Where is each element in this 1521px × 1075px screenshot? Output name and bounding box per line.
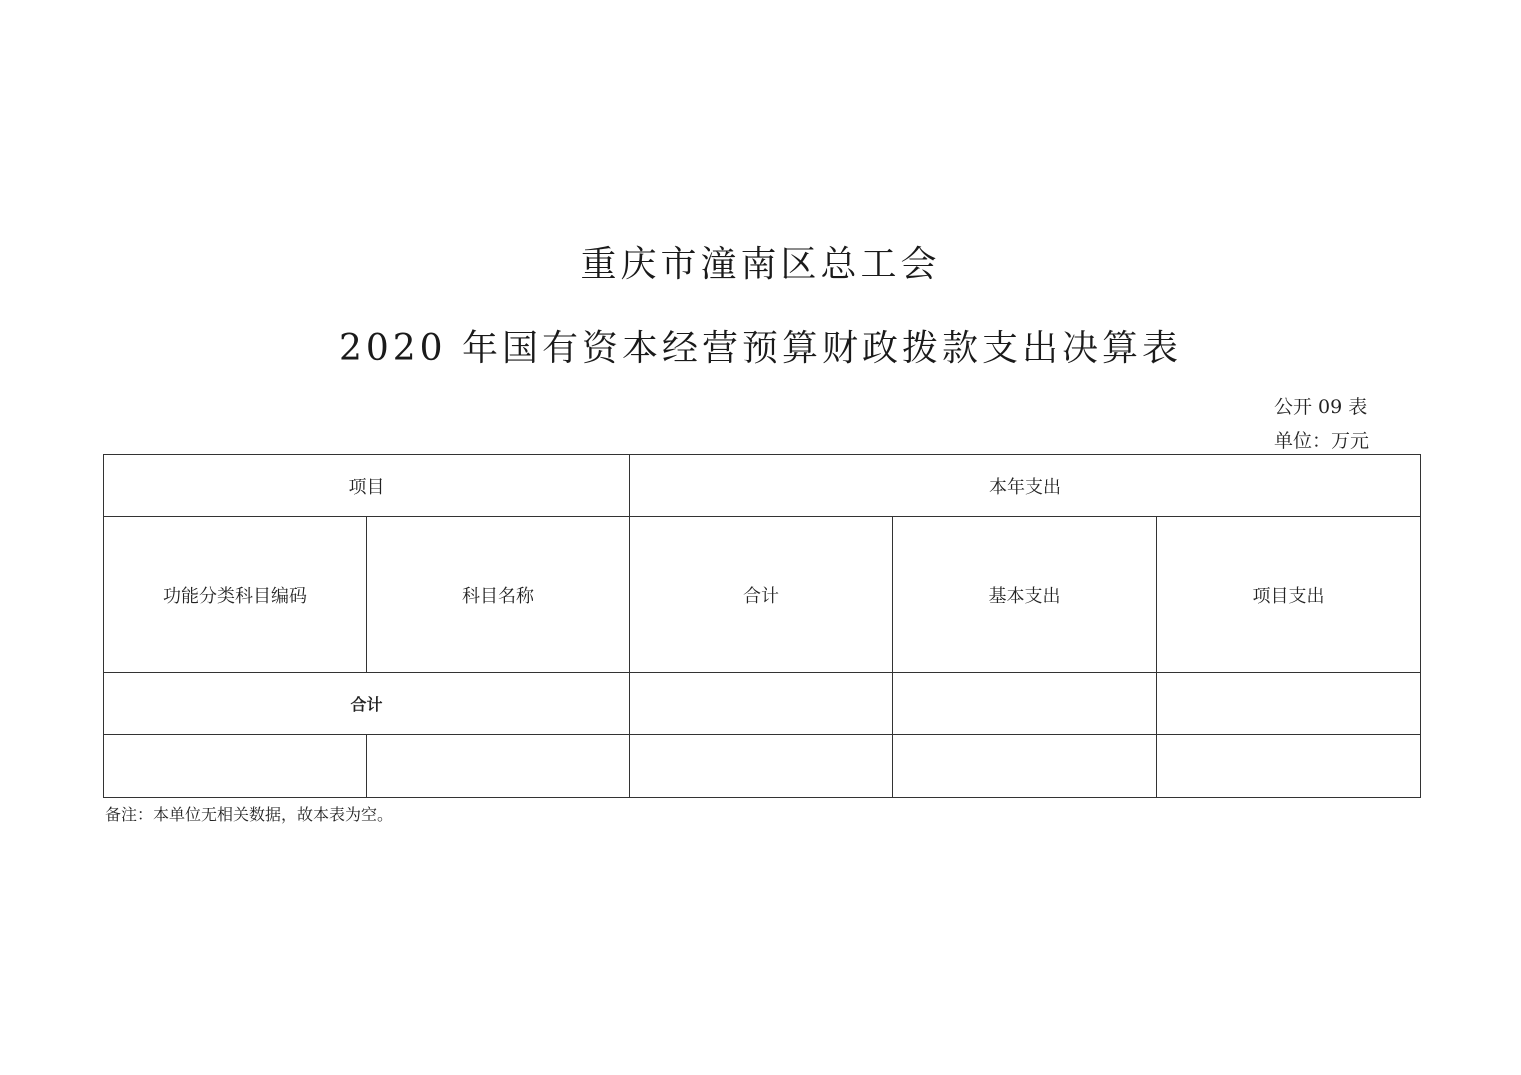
data-cell-basic	[893, 735, 1157, 798]
total-cell-total	[630, 673, 893, 735]
budget-table	[103, 454, 1421, 798]
data-cell-project	[1157, 735, 1421, 798]
total-cell-basic	[893, 673, 1157, 735]
page-title: 重庆市潼南区总工会	[580, 244, 941, 285]
page-subtitle: 2020 年国有资本经营预算财政拨款支出决算表	[338, 328, 1183, 369]
table-row	[104, 735, 1421, 798]
header-current-year-expense: 本年支出	[630, 455, 1421, 517]
header-func-code: 功能分类科目编码	[104, 517, 367, 673]
data-cell-func-code	[104, 735, 367, 798]
footnote: 备注：本单位无相关数据，故本表为空。	[105, 805, 394, 824]
form-number: 公开 09 表	[1274, 396, 1368, 418]
header-row-2	[104, 517, 1421, 673]
header-row-1	[104, 455, 1421, 517]
header-total: 合计	[630, 517, 893, 673]
header-subject-name: 科目名称	[367, 517, 630, 673]
total-cell-project	[1157, 673, 1421, 735]
header-project-expense: 项目支出	[1157, 517, 1421, 673]
unit-label: 单位：万元	[1274, 430, 1370, 452]
header-item: 项目	[104, 455, 630, 517]
total-label: 合计	[104, 673, 630, 735]
header-basic-expense: 基本支出	[893, 517, 1157, 673]
data-cell-total	[630, 735, 893, 798]
total-row	[104, 673, 1421, 735]
data-cell-subject-name	[367, 735, 630, 798]
